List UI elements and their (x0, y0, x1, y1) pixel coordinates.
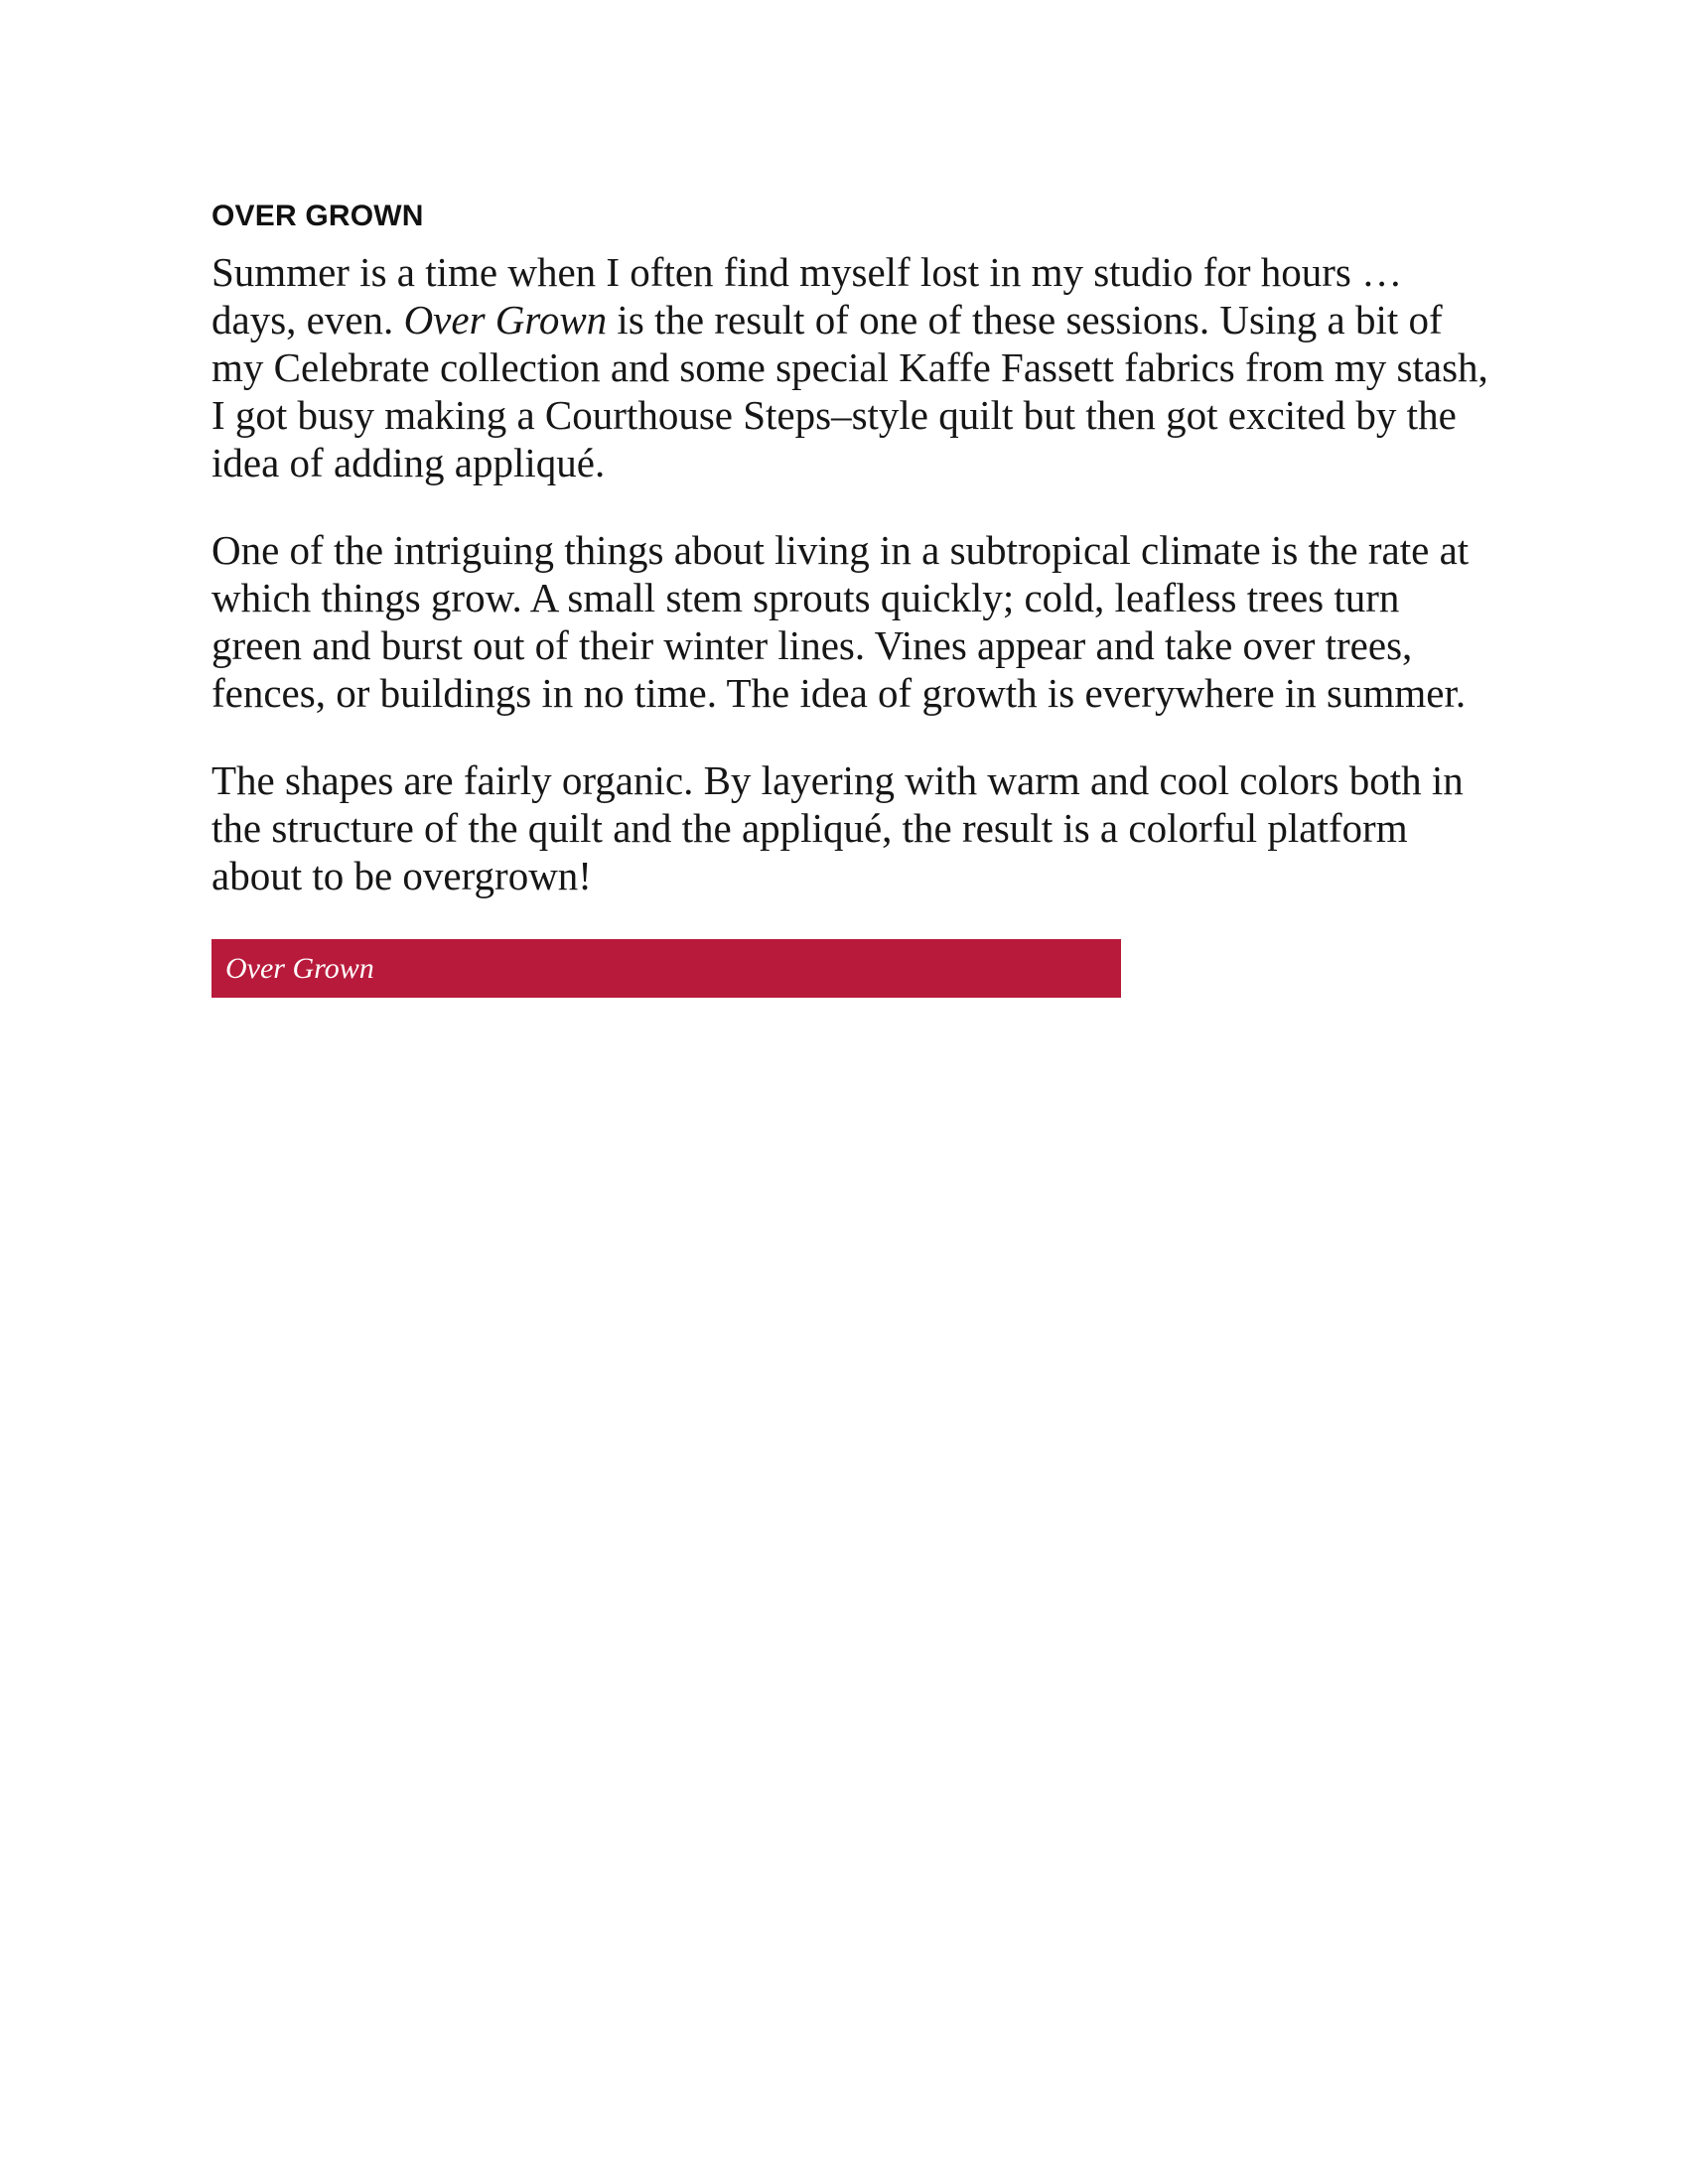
caption-bar (211, 939, 1121, 998)
quilt-title-reference: Over Grown (403, 297, 608, 342)
paragraph-intro-lead: Summer is a time when I often find myself lost in my studio for hours … days, even. (211, 249, 1403, 342)
paragraph-climate: One of the intriguing things about living in a subtropical climate is the rate at which things grow. A small stem sprouts quickly; cold, leafless trees turn green and burst out of their winter lines. Vines appear and take over trees, fences, or buildings in no time. The idea of growth is everywhere in summer. (211, 527, 1470, 716)
caption-text: Over Grown (225, 951, 374, 985)
paragraph-shapes: The shapes are fairly organic. By layering with warm and cool colors both in the structure of the quilt and the appliqué, the result is a colorful platform about to be overgrown! (211, 757, 1464, 898)
paragraph-intro-rest: is the result of one of these sessions. Using a bit of my Celebrate collection and some special Kaffe Fassett fabrics from my stash, I got busy making a Courthouse Steps–style quilt but then got excited by the idea of adding appliqué. (211, 297, 1488, 485)
document-page (211, 199, 1492, 998)
section-heading: OVER GROWN (211, 200, 424, 232)
paragraph-intro (211, 248, 1492, 486)
